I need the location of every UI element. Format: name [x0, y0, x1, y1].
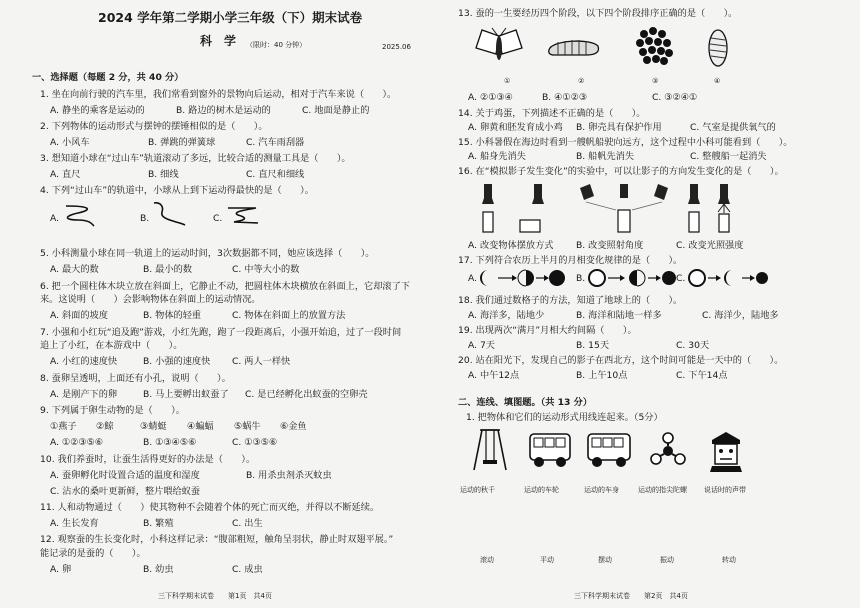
moon-phases-b-icon — [588, 268, 676, 288]
q20-option-b: B. 上午10点 — [576, 370, 628, 381]
match-form-rotate: 转动 — [722, 556, 736, 564]
q9-option-b: B. ①③④⑤⑥ — [143, 437, 197, 448]
q14-option-b: B. 卵壳具有保护作用 — [576, 122, 662, 133]
q4-option-c: C. — [213, 213, 223, 224]
q9-item-6: ⑥金鱼 — [280, 421, 307, 432]
q6-line2: 来。这说明（ ）会影响物体在斜面上的运动情况。 — [40, 294, 261, 305]
q7-line1: 7. 小强和小红玩“追及跑”游戏，小红先跑，跑了一段距离后，小强开始追，过了一段时间 — [40, 327, 402, 338]
q13-label-4: ④ — [714, 77, 721, 85]
q17-stem: 17. 下列符合农历上半月的月相变化规律的是（ ）。 — [458, 255, 683, 266]
q10-option-a: A. 蚕卵孵化时设置合适的温度和湿度 — [50, 470, 200, 481]
q6-line1: 6. 把一个圆柱体木块立放在斜面上，它静止不动，把圆柱体木块横放在斜面上，它却滚了下 — [40, 281, 410, 292]
q6-option-b: B. 物体的轻重 — [143, 310, 202, 321]
q13-label-1: ① — [504, 77, 511, 85]
q5-stem: 5. 小科测量小球在同一轨道上的运动时间，3次数据都不同，她应该选择（ ）。 — [40, 248, 375, 259]
q19-stem: 19. 出现两次“满月”月相大约间隔（ ）。 — [458, 325, 637, 336]
q2-option-b: B. 弹跳的弹簧球 — [148, 137, 216, 148]
q1-option-a: A. 静坐的乘客是运动的 — [50, 105, 145, 116]
q11-option-b: B. 繁殖 — [143, 518, 174, 529]
q10-stem: 10. 我们养蚕时，让蚕生活得更好的办法是（ ）。 — [40, 454, 256, 465]
q15-option-b: B. 船帆先消失 — [576, 151, 635, 162]
q13-option-b: B. ④①②③ — [542, 92, 588, 103]
q16-option-c: C. 改变光照强度 — [676, 240, 744, 251]
q18-option-a: A. 海洋多，陆地少 — [468, 310, 545, 321]
moon-phases-c-icon — [688, 268, 768, 288]
match-item-wheel: 运动的车轮 — [524, 486, 559, 494]
q15-stem: 15. 小科暑假在海边时看到一艘帆船驶向远方，这个过程中小科可能看到（ ）。 — [458, 137, 793, 148]
right-column — [436, 0, 856, 608]
section2-q1: 1. 把物体和它们的运动形式用线连起来。（5分） — [466, 412, 663, 423]
q19-option-c: C. 30天 — [676, 340, 710, 351]
q5-option-c: C. 中等大小的数 — [232, 264, 300, 275]
q15-option-a: A. 船身先消失 — [468, 151, 526, 162]
q3-option-b: B. 细线 — [148, 169, 179, 180]
q12-line2: 能记录的是蚕的（ ）。 — [40, 548, 146, 559]
moon-phases-a-icon — [480, 268, 564, 288]
q7-option-a: A. 小红的速度快 — [50, 356, 118, 367]
match-form-vibrate: 振动 — [660, 556, 674, 564]
q10-option-b: B. 用杀虫剂杀灭蚊虫 — [246, 470, 332, 481]
match-form-roll: 滚动 — [480, 556, 494, 564]
q8-option-b: B. 马上要孵出蚁蚕了 — [143, 389, 229, 400]
exam-date: 2025.06 — [382, 43, 411, 51]
q9-option-c: C. ①③⑤⑥ — [232, 437, 278, 448]
q2-stem: 2. 下列物体的运动形式与摆钟的摆锤相似的是（ ）。 — [40, 121, 268, 132]
q14-stem: 14. 关于鸡蛋，下列描述不正确的是（ ）。 — [458, 108, 646, 119]
q12-option-c: C. 成虫 — [232, 564, 263, 575]
q7-line2: 追上了小红，在本游戏中（ ）。 — [40, 340, 183, 351]
exam-title: 2024 学年第二学期小学三年级（下）期末试卷 — [98, 10, 363, 25]
q15-option-c: C. 整艘船一起消失 — [690, 151, 767, 162]
q11-stem: 11. 人和动物通过（ ）使其物种不会随着个体的死亡而灭绝，并得以不断延续。 — [40, 502, 380, 513]
match-item-swing: 运动的秋千 — [460, 486, 495, 494]
q16-option-b: B. 改变照射角度 — [576, 240, 644, 251]
q17-option-a: A. — [468, 273, 478, 284]
q3-option-c: C. 直尺和细线 — [246, 169, 305, 180]
q12-option-a: A. 卵 — [50, 564, 72, 575]
q14-option-c: C. 气室是提供氧气的 — [690, 122, 776, 133]
swing-icon — [470, 428, 510, 472]
q13-label-2: ② — [578, 77, 585, 85]
q1-stem: 1. 坐在向前行驶的汽车里，我们常看到窗外的景物向后运动，相对于汽车来说（ ）。 — [40, 89, 397, 100]
footer-right: 三下科学期末试卷 第2页 共4页 — [574, 592, 688, 600]
q9-item-4: ④蝙蝠 — [187, 421, 214, 432]
q19-option-b: B. 15天 — [576, 340, 610, 351]
q1-option-b: B. 路边的树木是运动的 — [176, 105, 271, 116]
q11-option-c: C. 出生 — [232, 518, 263, 529]
q4-option-b: B. — [140, 213, 150, 224]
track-a-icon — [62, 202, 96, 228]
q13-label-3: ③ — [652, 77, 659, 85]
q9-item-1: ①燕子 — [50, 421, 77, 432]
q17-option-b: B. — [576, 273, 586, 284]
speaking-person-icon — [706, 430, 746, 472]
silkworm-pupa-icon — [706, 28, 730, 68]
q3-stem: 3. 想知道小球在“过山车”轨道滚动了多远，比较合适的测量工具是（ ）。 — [40, 153, 351, 164]
silkworm-eggs-icon — [634, 26, 676, 68]
shadow-experiment-b-icon — [576, 180, 676, 236]
match-item-spinner: 运动的指尖陀螺 — [638, 486, 687, 494]
q8-option-c: C. 是已经孵化出蚁蚕的空卵壳 — [245, 389, 368, 400]
q8-option-a: A. 是刚产下的卵 — [50, 389, 118, 400]
q9-item-5: ⑤蜗牛 — [234, 421, 261, 432]
q18-option-b: B. 海洋和陆地一样多 — [576, 310, 662, 321]
shadow-experiment-a-icon — [480, 182, 566, 234]
q16-stem: 16. 在“模拟影子发生变化”的实验中，可以让影子的方向发生变化的是（ ）。 — [458, 166, 784, 177]
q3-option-a: A. 直尺 — [50, 169, 81, 180]
q17-option-c: C. — [676, 273, 686, 284]
q5-option-a: A. 最大的数 — [50, 264, 99, 275]
section2-heading: 二、连线、填图题。（共 13 分） — [458, 397, 593, 408]
bus-wheel-icon — [528, 432, 572, 470]
q18-stem: 18. 我们通过数格子的方法，知道了地球上的（ ）。 — [458, 295, 683, 306]
q13-stem: 13. 蚕的一生要经历四个阶段，以下四个阶段排序正确的是（ ）。 — [458, 8, 738, 19]
q4-option-a: A. — [50, 213, 60, 224]
track-b-icon — [152, 200, 186, 228]
q7-option-b: B. 小强的速度快 — [143, 356, 211, 367]
footer-left: 三下科学期末试卷 第1页 共4页 — [158, 592, 272, 600]
q18-option-c: C. 海洋少，陆地多 — [702, 310, 779, 321]
bus-body-icon — [586, 432, 632, 470]
subject: 科 学 — [200, 34, 237, 48]
q9-stem: 9. 下列属于卵生动物的是（ ）。 — [40, 405, 185, 416]
match-form-translate: 平动 — [540, 556, 554, 564]
shadow-experiment-c-icon — [682, 180, 742, 236]
silkworm-larva-icon — [546, 36, 602, 58]
q1-option-c: C. 地面是静止的 — [302, 105, 370, 116]
q14-option-a: A. 卵黄和胚发育成小鸡 — [468, 122, 563, 133]
match-item-vocal: 说话时的声带 — [704, 486, 746, 494]
q13-option-c: C. ③②④① — [652, 92, 698, 103]
track-c-icon — [224, 204, 260, 226]
moth-icon — [474, 28, 524, 68]
q13-option-a: A. ②①③④ — [468, 92, 513, 103]
q20-stem: 20. 站在阳光下，发现自己的影子在西北方，这个时间可能是一天中的（ ）。 — [458, 355, 784, 366]
q12-line1: 12. 观察蚕的生长变化时，小科这样记录：“腹部粗短，触角呈羽状，静止时双翅平展。” — [40, 534, 394, 545]
q6-option-c: C. 物体在斜面上的放置方法 — [232, 310, 346, 321]
q19-option-a: A. 7天 — [468, 340, 495, 351]
fidget-spinner-icon — [650, 432, 686, 470]
q2-option-a: A. 小风车 — [50, 137, 90, 148]
section1-heading: 一、选择题（每题 2 分，共 40 分） — [32, 72, 184, 83]
q16-option-a: A. 改变物体摆放方式 — [468, 240, 554, 251]
q4-stem: 4. 下列“过山车”的轨道中，小球从上到下运动得最快的是（ ）。 — [40, 185, 314, 196]
q11-option-a: A. 生长发育 — [50, 518, 99, 529]
q8-stem: 8. 蚕卵呈透明，上面还有小孔，说明（ ）。 — [40, 373, 231, 384]
q12-option-b: B. 幼虫 — [143, 564, 174, 575]
q20-option-a: A. 中午12点 — [468, 370, 520, 381]
time-note: （限时：40 分钟） — [246, 41, 307, 49]
q5-option-b: B. 最小的数 — [143, 264, 192, 275]
q7-option-c: C. 两人一样快 — [232, 356, 291, 367]
q6-option-a: A. 斜面的坡度 — [50, 310, 108, 321]
match-item-body: 运动的车身 — [584, 486, 619, 494]
q9-item-2: ②鲸 — [96, 421, 114, 432]
q10-option-c: C. 沾水的桑叶更新鲜，整片喂给蚁蚕 — [50, 486, 201, 497]
match-form-swing: 摆动 — [598, 556, 612, 564]
q20-option-c: C. 下午14点 — [676, 370, 728, 381]
q2-option-c: C. 汽车雨刮器 — [246, 137, 305, 148]
q9-option-a: A. ①②③⑤⑥ — [50, 437, 104, 448]
q9-item-3: ③蜻蜓 — [140, 421, 167, 432]
